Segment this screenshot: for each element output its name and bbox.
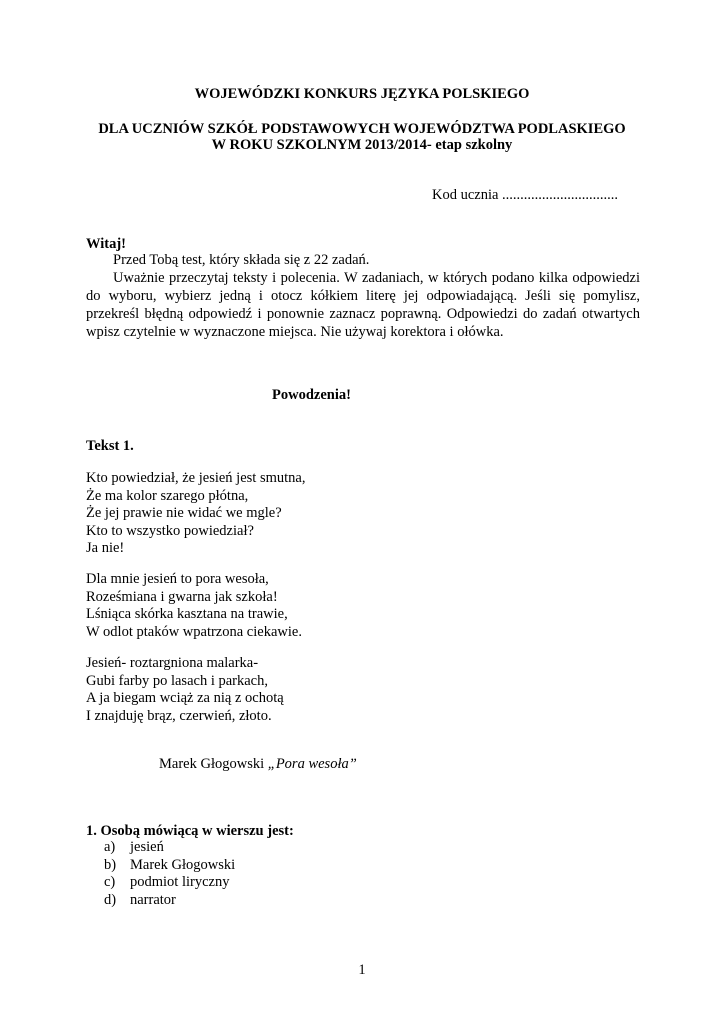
poem-line: Że jej prawie nie widać we mgle? bbox=[86, 505, 282, 521]
poem-line: Gubi farby po lasach i parkach, bbox=[86, 672, 268, 689]
instructions-line: wpisz czytelnie w wyznaczone miejsca. Nie używaj korektora i ołówka. bbox=[86, 324, 504, 340]
contest-title: WOJEWÓDZKI KONKURS JĘZYKA POLSKIEGO bbox=[194, 86, 530, 102]
option-text: Marek Głogowski bbox=[130, 856, 236, 873]
option-text: podmiot liryczny bbox=[130, 874, 230, 890]
option-text: narrator bbox=[130, 891, 176, 908]
text1-heading: Tekst 1. bbox=[86, 438, 134, 454]
good-luck-text: Powodzenia! bbox=[272, 387, 351, 403]
contest-year-stage: W ROKU SZKOLNYM 2013/2014- etap szkolny bbox=[211, 137, 513, 153]
poem-line: Dla mnie jesień to pora wesoła, bbox=[86, 571, 269, 587]
option-label: c) bbox=[104, 874, 116, 890]
poem-line: Lśniąca skórka kasztana na trawie, bbox=[86, 606, 288, 622]
greeting-heading: Witaj! bbox=[86, 236, 127, 252]
poem-line: Roześmiana i gwarna jak szkoła! bbox=[86, 588, 278, 605]
poem-line: Ja nie! bbox=[86, 540, 125, 556]
student-code-field[interactable]: Kod ucznia ................................ bbox=[432, 187, 619, 203]
instructions-line: do wyboru, wybierz jedną i otocz kółkiem literę jej odpowiadającą. Jeśli się pomylisz, bbox=[86, 288, 640, 304]
page-number: 1 bbox=[358, 962, 366, 978]
instructions-line: przekreśl błędną odpowiedź i ponownie zaznacz poprawną. Odpowiedzi do zadań otwartych bbox=[86, 306, 640, 322]
author-name: Marek Głogowski bbox=[159, 756, 268, 772]
answer-option-c[interactable] bbox=[104, 874, 235, 892]
instructions-paragraph bbox=[86, 269, 640, 341]
poem-line: Że ma kolor szarego płótna, bbox=[86, 487, 249, 504]
poem-line: Jesień- roztargniona malarka- bbox=[86, 655, 259, 671]
poem-stanza-1 bbox=[86, 470, 305, 558]
answer-option-b[interactable] bbox=[104, 857, 235, 875]
poem-attribution bbox=[159, 756, 357, 773]
question-1-options bbox=[104, 839, 235, 909]
answer-option-a[interactable] bbox=[104, 839, 235, 857]
poem-title: „Pora wesoła” bbox=[267, 756, 357, 772]
poem-stanza-3 bbox=[86, 655, 284, 725]
option-label: b) bbox=[104, 856, 117, 873]
poem-line: I znajduję brąz, czerwień, złoto. bbox=[86, 707, 272, 724]
poem-stanza-2 bbox=[86, 571, 302, 641]
instructions-line: Uważnie przeczytaj teksty i polecenia. W zadaniach, w których podano kilka odpowiedzi bbox=[113, 270, 640, 286]
option-label: d) bbox=[104, 891, 117, 908]
question-1-prompt: 1. Osobą mówiącą w wierszu jest: bbox=[86, 823, 294, 839]
poem-line: Kto powiedział, że jesień jest smutna, bbox=[86, 470, 306, 486]
option-label: a) bbox=[104, 839, 116, 855]
poem-line: Kto to wszystko powiedział? bbox=[86, 522, 254, 539]
poem-line: A ja biegam wciąż za nią z ochotą bbox=[86, 690, 284, 706]
option-text: jesień bbox=[130, 839, 164, 855]
greeting-test-info: Przed Tobą test, który składa się z 22 zadań. bbox=[113, 252, 370, 268]
poem-line: W odlot ptaków wpatrzona ciekawie. bbox=[86, 623, 302, 640]
answer-option-d[interactable] bbox=[104, 892, 235, 910]
contest-subtitle: DLA UCZNIÓW SZKÓŁ PODSTAWOWYCH WOJEWÓDZTWA PODLASKIEGO bbox=[98, 121, 626, 137]
